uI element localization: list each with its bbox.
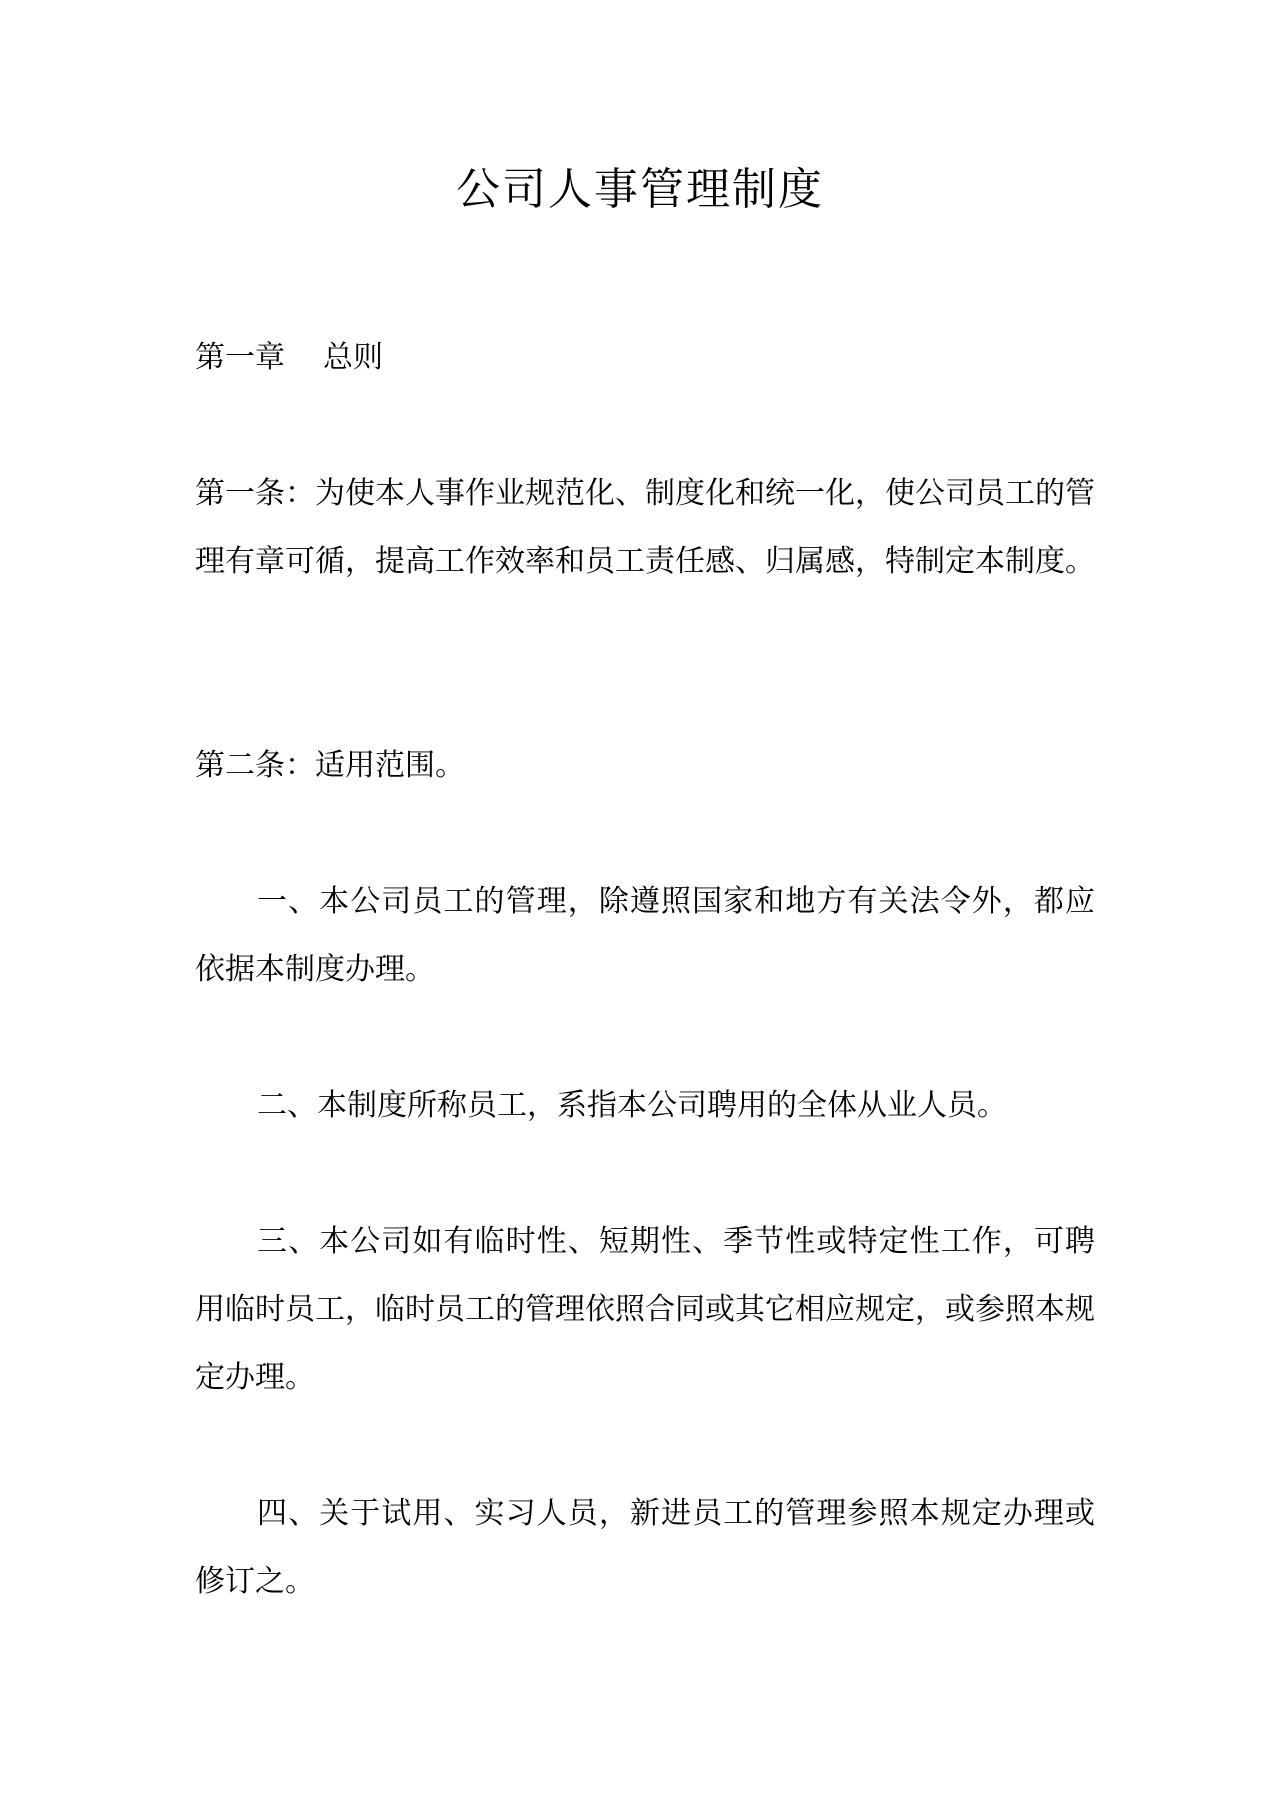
chapter-name: 总则	[323, 340, 383, 375]
article-1: 第一条：为使本人事作业规范化、制度化和统一化，使公司员工的管理有章可循，提高工作效率和员工责任感、归属感，特制定本制度。	[195, 476, 1095, 579]
document-title: 公司人事管理制度	[456, 164, 824, 215]
clause-1: 一、本公司员工的管理，除遵照国家和地方有关法令外，都应依据本制度办理。	[195, 884, 1095, 987]
clause-3: 三、本公司如有临时性、短期性、季节性或特定性工作，可聘用临时员工，临时员工的管理依照合同或其它相应规定，或参照本规定办理。	[195, 1224, 1095, 1395]
clause-2: 二、本制度所称员工，系指本公司聘用的全体从业人员。	[257, 1088, 1007, 1123]
chapter-number: 第一章	[195, 340, 285, 375]
article-2: 第二条：适用范围。	[195, 748, 465, 783]
chapter-heading	[195, 324, 383, 392]
clause-4: 四、关于试用、实习人员，新进员工的管理参照本规定办理或修订之。	[195, 1496, 1095, 1599]
